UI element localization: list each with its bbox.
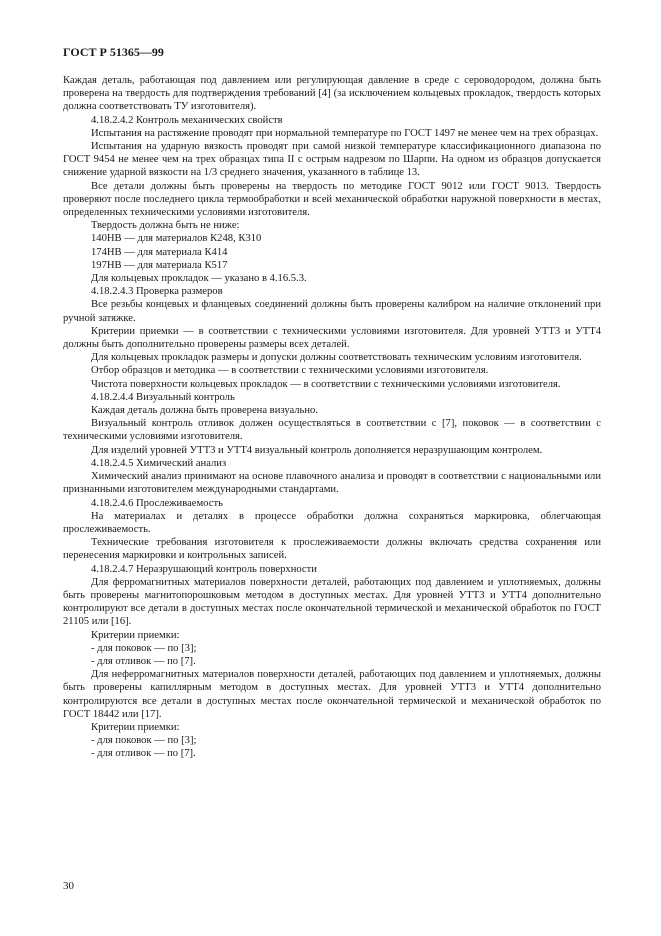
list-item: 197НВ — для материала К517 <box>91 259 228 271</box>
paragraph: Визуальный контроль отливок должен осуществляться в соответствии с [7], поковок — в соответствии с техническими условиями изготовителя. <box>63 418 601 443</box>
section-heading: 4.18.2.4.5 Химический анализ <box>91 457 227 469</box>
section-heading: 4.18.2.4.4 Визуальный контроль <box>91 391 235 403</box>
paragraph: Для изделий уровней УТТ3 и УТТ4 визуальный контроль дополняется неразрушающим контролем. <box>91 444 543 456</box>
paragraph: Испытания на ударную вязкость проводят при самой низкой температуре классификационного диапазона по ГОСТ 9454 не менее чем на трех образцах типа II с острым надрезом по Шарпи. На одном из образцов допускается снижение ударной вязкости на 1/3 среднего значения, указанного в таблице 13. <box>63 141 601 179</box>
paragraph: Химический анализ принимают на основе плавочного анализа и проводят в соответствии с национальными или признанными изготовителем международными стандартами. <box>63 471 601 496</box>
list-item: 174НВ — для материала К414 <box>91 246 228 258</box>
paragraph: Чистота поверхности кольцевых прокладок — в соответствии с техническими условиями изготовителя. <box>91 378 561 390</box>
paragraph: Для неферромагнитных материалов поверхности деталей, работающих под давлением и уплотняемых, должны быть проверены капиллярным методом в доступных местах. Для уровней УТТ3 и УТТ4 дополнительно контролируются все детали в доступных местах после окончательной термической и механической обработок по ГОСТ 18442 или [17]. <box>63 669 601 720</box>
paragraph: Для кольцевых прокладок размеры и допуски должны соответствовать техническим условиям изготовителя. <box>91 352 582 364</box>
paragraph: Технические требования изготовителя к прослеживаемости должны включать средства сохранения или перенесения маркировки и контрольных записей. <box>63 537 601 562</box>
paragraph: Твердость должна быть не ниже: <box>91 220 240 232</box>
paragraph: На материалах и деталях в процессе обработки должна сохраняться маркировка, облегчающая прослеживаемость. <box>63 510 601 535</box>
paragraph: Критерии приемки — в соответствии с техническими условиями изготовителя. Для уровней УТТ3 и УТТ4 должны быть дополнительно проверены размеры всех деталей. <box>63 325 601 351</box>
section-heading: 4.18.2.4.6 Прослеживаемость <box>91 497 223 509</box>
paragraph: Каждая деталь, работающая под давлением или регулирующая давление в среде с сероводородом, должна быть проверена на твердость для подтверждения требований [4] (за исключением кольцевых прокладок, твердость которых должна соответствовать ТУ изготовителя). <box>63 75 601 113</box>
section-heading: 4.18.2.4.3 Проверка размеров <box>91 286 223 298</box>
paragraph: Критерии приемки: <box>91 629 180 641</box>
list-item: 140НВ — для материалов К248, К310 <box>91 233 262 245</box>
page-number: 30 <box>63 880 74 892</box>
paragraph: Для кольцевых прокладок — указано в 4.16.5.3. <box>91 273 307 285</box>
paragraph: Испытания на растяжение проводят при нормальной температуре по ГОСТ 1497 не менее чем на трех образцах. <box>91 127 599 139</box>
standard-header: ГОСТ Р 51365—99 <box>63 45 164 59</box>
paragraph: Для ферромагнитных материалов поверхности деталей, работающих под давлением и уплотняемых, должны быть проверены магнитопорошковым методом в доступных местах. Для уровней УТТ3 и УТТ4 дополнительно контролируют все детали в доступных местах после окончательной термической и механической обработок по ГОСТ 21105 или [16]. <box>63 576 601 628</box>
paragraph: Критерии приемки: <box>91 721 180 733</box>
list-item: - для поковок — по [3]; <box>91 642 197 654</box>
list-item: - для отливок — по [7]. <box>91 655 196 667</box>
paragraph: Каждая деталь должна быть проверена визуально. <box>91 405 319 417</box>
section-heading: 4.18.2.4.7 Неразрушающий контроль поверхности <box>91 563 317 575</box>
paragraph: Отбор образцов и методика — в соответствии с техническими условиями изготовителя. <box>91 365 489 377</box>
list-item: - для отливок — по [7]. <box>91 748 196 760</box>
section-heading: 4.18.2.4.2 Контроль механических свойств <box>91 114 283 126</box>
paragraph: Все детали должны быть проверены на твердость по методике ГОСТ 9012 или ГОСТ 9013. Твердость проверяют после последнего цикла термообработки и всей механической обработки наружной поверхности в местах, определенных техническими условиями изготовителя. <box>63 180 601 219</box>
paragraph: Все резьбы концевых и фланцевых соединений должны быть проверены калибром на наличие отклонений при ручной затяжке. <box>63 299 601 324</box>
list-item: - для поковок — по [3]; <box>91 735 197 747</box>
document-body <box>63 74 601 761</box>
